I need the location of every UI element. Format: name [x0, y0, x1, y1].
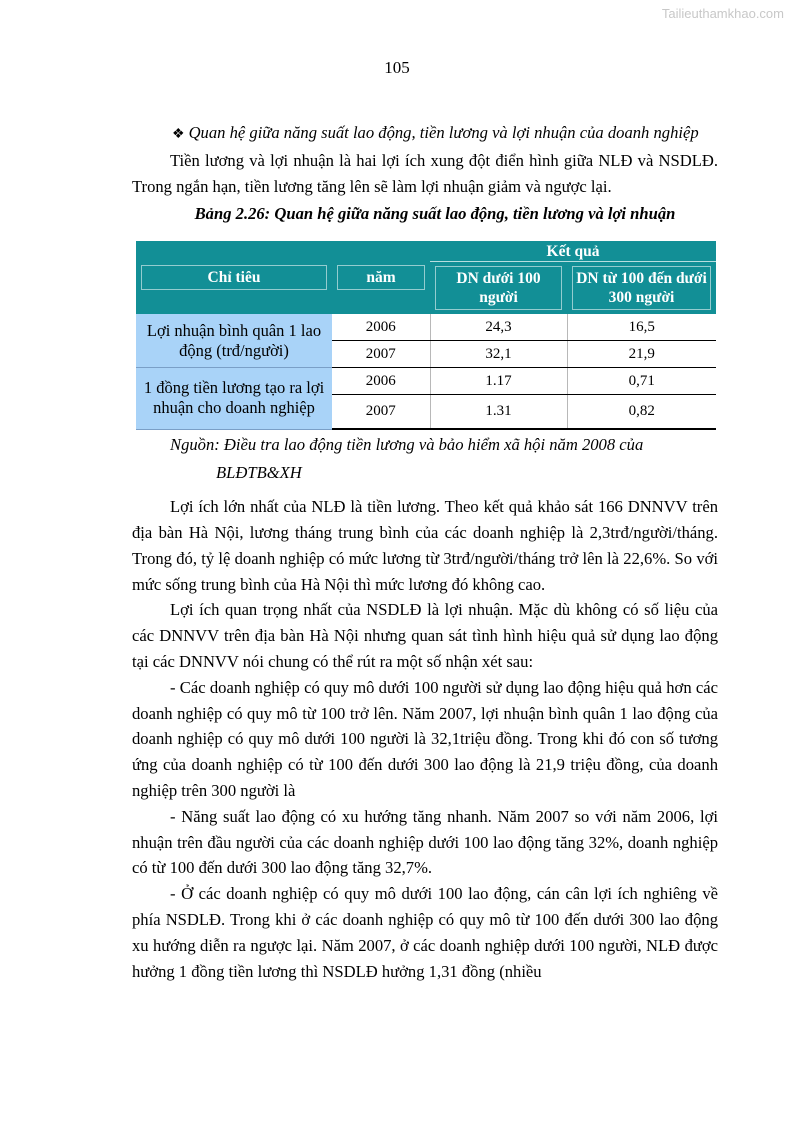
cell-year: 2007 [332, 341, 430, 368]
row-label-profit: Lợi nhuận bình quân 1 lao động (trđ/người) [136, 314, 332, 368]
cell-medium: 0,82 [567, 395, 716, 430]
diamond-bullet-icon: ❖ [172, 127, 185, 142]
section-heading-text: Quan hệ giữa năng suất lao động, tiền lương và lợi nhuận của doanh nghiệp [188, 123, 699, 142]
paragraph: Lợi ích quan trọng nhất của NSDLĐ là lợi nhuận. Mặc dù không có số liệu của các DNNVV trên địa bàn Hà Nội nhưng quan sát tình hình hiệu quả sử dụng lao động tại các DNNVV nói chung có thể rút ra một số nhận xét sau: [132, 600, 718, 671]
table-source-continued: BLĐTB&XH [216, 463, 302, 483]
header-col-medium: DN từ 100 đến dưới 300 người [567, 262, 716, 315]
paragraph: Lợi ích lớn nhất của NLĐ là tiền lương. Theo kết quả khảo sát 166 DNNVV trên địa bàn Hà Nội, lương tháng trung bình của các doanh nghiệp là 2,3trđ/người/tháng. Trong đó, tỷ lệ doanh nghiệp có mức lương từ 3trđ/người/tháng trở lên là 22,6%. So với mức sống trung bình của Hà Nội thì mức lương đó không cao. [132, 497, 718, 594]
data-table-wrapper [136, 241, 716, 430]
header-result: Kết quả [430, 241, 716, 262]
header-indicator: Chỉ tiêu [136, 241, 332, 314]
table-row [136, 368, 716, 395]
header-col-small: DN dưới 100 người [430, 262, 567, 315]
cell-medium: 21,9 [567, 341, 716, 368]
page-number: 105 [384, 58, 410, 77]
cell-small: 32,1 [430, 341, 567, 368]
data-table [136, 241, 716, 430]
watermark: Tailieuthamkhao.com [661, 6, 784, 21]
header-year: năm [332, 241, 430, 314]
table-source: Nguồn: Điều tra lao động tiền lương và bảo hiểm xã hội năm 2008 của [170, 435, 644, 455]
paragraph: - Các doanh nghiệp có quy mô dưới 100 người sử dụng lao động hiệu quả hơn các doanh nghiệp có quy mô từ 100 trở lên. Năm 2007, lợi nhuận bình quân 1 lao động của doanh nghiệp có quy mô dưới 100 người là 32,1triệu đồng. Trong khi đó con số tương ứng của doanh nghiệp có từ 100 đến dưới 300 lao động là 21,9 triệu đồng, của doanh nghiệp trên 300 người là [132, 677, 718, 800]
cell-year: 2006 [332, 314, 430, 341]
cell-medium: 16,5 [567, 314, 716, 341]
paragraph: - Ở các doanh nghiệp có quy mô dưới 100 lao động, cán cân lợi ích nghiêng về phía NSDLĐ. Trong khi ở các doanh nghiệp có quy mô từ 100 đến dưới 300 lao động xu hướng diễn ra ngược lại. Năm 2007, ở các doanh nghiệp dưới 100 người, NLĐ được hưởng 1 đồng tiền lương thì NSDLĐ hưởng 1,31 đồng (nhiều [132, 884, 718, 981]
section-heading [132, 120, 718, 148]
paragraph: - Năng suất lao động có xu hướng tăng nhanh. Năm 2007 so với năm 2006, lợi nhuận trên đầu người của các doanh nghiệp dưới 100 lao động tăng 32%, doanh nghiệp có từ 100 đến dưới 300 lao động tăng 32,7%. [132, 806, 718, 878]
cell-year: 2006 [332, 368, 430, 395]
intro-paragraph: Tiền lương và lợi nhuận là hai lợi ích xung đột điển hình giữa NLĐ và NSDLĐ. Trong ngắn hạn, tiền lương tăng lên sẽ làm lợi nhuận giảm và ngược lại. [132, 150, 718, 196]
cell-small: 24,3 [430, 314, 567, 341]
cell-medium: 0,71 [567, 368, 716, 395]
cell-year: 2007 [332, 395, 430, 430]
cell-small: 1.17 [430, 368, 567, 395]
cell-small: 1.31 [430, 395, 567, 430]
document-body [132, 120, 718, 984]
table-row [136, 314, 716, 341]
row-label-wage-profit: 1 đồng tiền lương tạo ra lợi nhuận cho doanh nghiệp [136, 368, 332, 430]
table-caption: Bảng 2.26: Quan hệ giữa năng suất lao động, tiền lương và lợi nhuận [194, 204, 676, 224]
